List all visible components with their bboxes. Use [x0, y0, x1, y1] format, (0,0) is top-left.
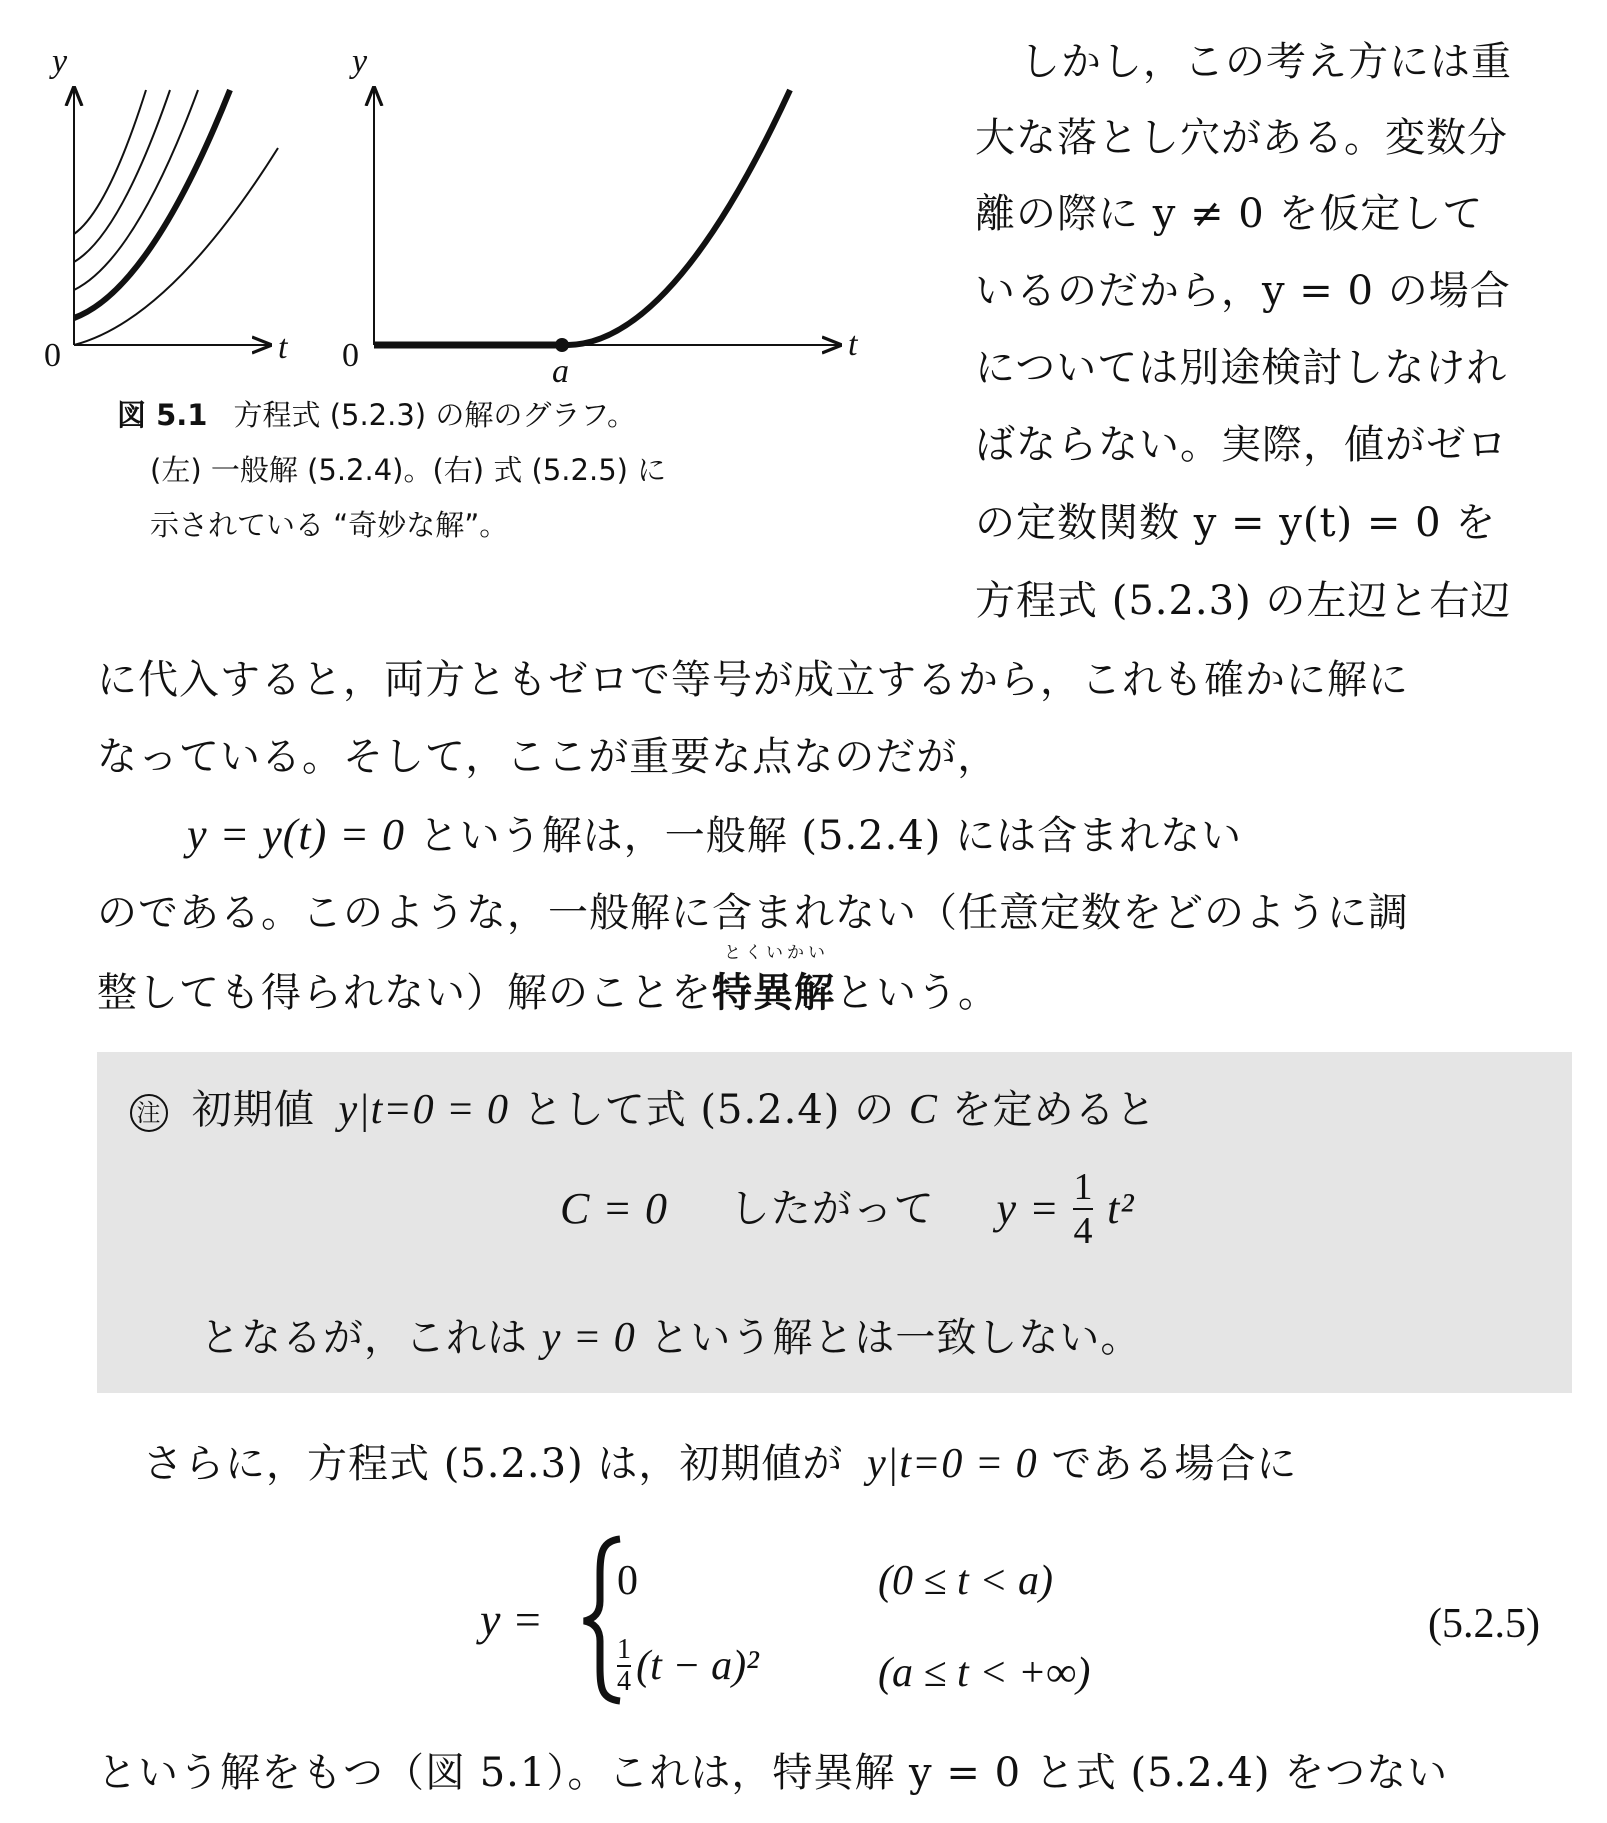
note-eq-t2: t²	[1107, 1184, 1135, 1233]
left-curve-c1-bold	[74, 90, 230, 318]
body-line-5	[97, 943, 999, 1016]
figure-left-graph	[40, 43, 340, 374]
ruby-text: とくいかい	[724, 943, 829, 963]
right-a-label: a	[552, 353, 569, 390]
note-frac-den: 4	[1073, 1210, 1094, 1252]
left-curve-c0	[74, 148, 278, 345]
case1-condition: (0 ≤ t < a)	[878, 1558, 1054, 1604]
case1-value: 0	[617, 1558, 638, 1604]
note-text-3b: という解とは一致しない。	[649, 1315, 1142, 1361]
note-text-3a: となるが，これは	[200, 1315, 528, 1361]
emphasis-math: y = y(t) = 0	[187, 810, 405, 859]
note-math-1: y|t=0 = 0	[338, 1087, 509, 1133]
body-line-5a: 整しても得られない）解のことを	[97, 970, 712, 1016]
case2-condition: (a ≤ t < +∞)	[878, 1650, 1091, 1696]
right-origin-label: 0	[342, 337, 359, 374]
right-parabola-branch	[562, 90, 790, 345]
side-line-6: ばならない。実際，値がゼロ	[975, 422, 1508, 468]
note-frac-num: 1	[1073, 1166, 1094, 1208]
body-line-4: のである。このような，一般解に含まれない（任意定数をどのように調	[97, 890, 1409, 936]
note-line-3	[200, 1315, 1142, 1361]
note-fraction	[1073, 1166, 1093, 1252]
case2-expression	[617, 1635, 759, 1697]
caption-text-1: 方程式 (5.2.3) の解のグラフ。	[233, 398, 637, 432]
note-C: C	[908, 1087, 938, 1133]
side-line-4: いるのだから，y = 0 の場合	[975, 268, 1511, 314]
para3-text-b: である場合に	[1051, 1441, 1298, 1487]
emphasis-text: という解は，一般解 (5.2.4) には含まれない	[418, 813, 1243, 859]
term-with-ruby	[712, 943, 835, 1016]
body-line-1: に代入すると，両方ともゼロで等号が成立するから，これも確かに解に	[97, 657, 1409, 703]
right-y-label: y	[352, 43, 368, 80]
case2-expr: (t − a)²	[636, 1643, 759, 1689]
left-curve-c4	[74, 90, 146, 234]
figure-caption-line2: (左) 一般解 (5.2.4)。(右) 式 (5.2.5) に	[150, 453, 667, 487]
para3-text-a: さらに，方程式 (5.2.3) は，初期値が	[143, 1441, 844, 1487]
case2-frac-den: 4	[617, 1666, 631, 1697]
side-line-7: の定数関数 y = y(t) = 0 を	[975, 500, 1497, 546]
note-text-1b: として式 (5.2.4) の	[522, 1087, 896, 1133]
left-t-label: t	[278, 329, 288, 366]
note-eq-mid: したがって	[729, 1186, 935, 1232]
side-line-8: 方程式 (5.2.3) の左辺と右辺	[975, 578, 1512, 624]
case2-fraction	[617, 1635, 631, 1697]
side-line-3: 離の際に y ≠ 0 を仮定して	[975, 191, 1484, 237]
side-line-5: については別途検討しなけれ	[975, 345, 1508, 391]
note-eq-right: y =	[996, 1184, 1060, 1233]
equation-number: (5.2.5)	[1428, 1601, 1540, 1647]
term-singular-solution: 特異解	[712, 969, 835, 1016]
figure-caption-line3: 示されている “奇妙な解”。	[150, 508, 509, 542]
para3-line	[143, 1441, 1298, 1487]
figure-right-graph	[330, 43, 890, 390]
side-line-1: しかし，この考え方には重	[1020, 39, 1512, 85]
note-eq-left: C = 0	[560, 1184, 669, 1233]
note-text-1a: 初期値	[191, 1087, 315, 1133]
case2-frac-num: 1	[617, 1634, 631, 1665]
side-line-2: 大な落とし穴がある。変数分	[975, 115, 1508, 161]
note-equation	[560, 1166, 1135, 1252]
para3-math: y|t=0 = 0	[867, 1441, 1038, 1487]
figure-number: 図 5.1	[117, 398, 208, 432]
right-t-label: t	[848, 326, 858, 363]
note-line-1	[130, 1087, 1157, 1133]
left-origin-label: 0	[44, 337, 61, 374]
emphasis-line	[187, 810, 1243, 859]
left-y-label: y	[52, 43, 68, 80]
last-line: という解をもつ（図 5.1）。これは，特異解 y = 0 と式 (5.2.4) をつない	[97, 1750, 1449, 1796]
body-line-2: なっている。そして，ここが重要な点なのだが，	[97, 734, 999, 780]
note-text-1c: を定めると	[951, 1087, 1157, 1133]
equation-lhs: y =	[480, 1594, 543, 1645]
right-point-a	[555, 338, 569, 352]
note-marker: 注	[130, 1094, 168, 1132]
figure-caption-line1	[117, 400, 636, 430]
body-line-5b: という。	[835, 970, 999, 1016]
note-math-3: y = 0	[541, 1315, 636, 1361]
